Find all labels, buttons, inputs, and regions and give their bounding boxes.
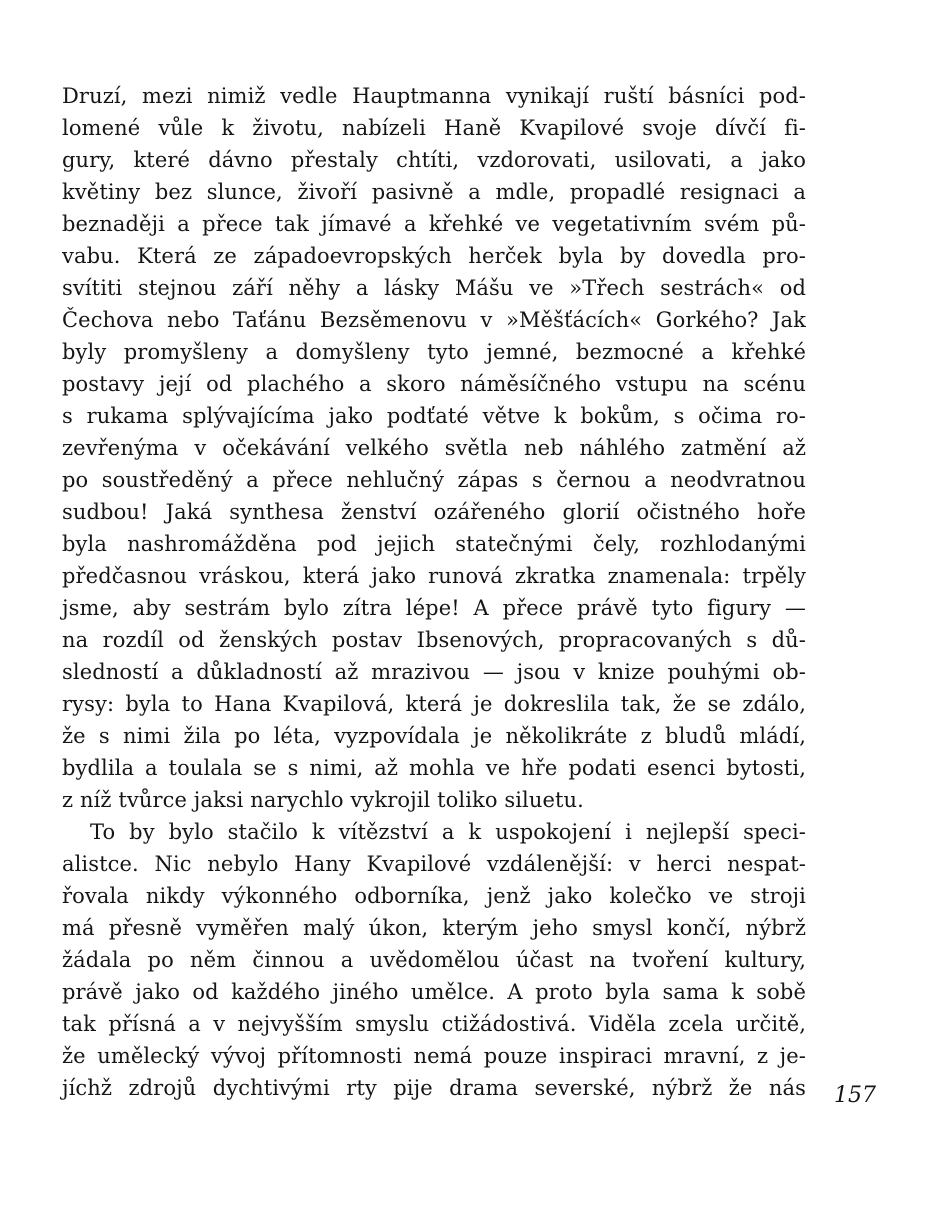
text-line: řovala nikdy výkonného odborníka, jenž jako kolečko ve stroji	[62, 884, 806, 908]
text-line: předčasnou vráskou, která jako runová zkratka znamenala: trpěly	[62, 564, 806, 588]
text-line: Druzí, mezi nimiž vedle Hauptmanna vynikají ruští básníci pod-	[62, 84, 806, 108]
paragraph-2	[62, 816, 806, 1104]
body-text	[62, 80, 806, 1104]
text-line: s rukama splývajícíma jako podťaté větve k bokům, s očima ro-	[62, 404, 806, 428]
text-line: alistce. Nic nebylo Hany Kvapilové vzdálenější: v herci nespat-	[62, 852, 806, 876]
text-line: vabu. Která ze západoevropských herček byla by dovedla pro-	[62, 244, 806, 268]
text-line: žádala po něm činnou a uvědomělou účast na tvoření kultury,	[62, 948, 806, 972]
text-line: květiny bez slunce, živoří pasivně a mdle, propadlé resignaci a	[62, 180, 806, 204]
text-line: To by bylo stačilo k vítězství a k uspokojení i nejlepší speci-	[90, 820, 806, 844]
text-line: sudbou! Jaká synthesa ženství ozářeného glorií očistného hoře	[62, 500, 806, 524]
text-line: má přesně vyměřen malý úkon, kterým jeho smysl končí, nýbrž	[62, 916, 806, 940]
text-line: že s nimi žila po léta, vyzpovídala je několikráte z bludů mládí,	[62, 724, 806, 748]
text-line: bydlila a toulala se s nimi, až mohla ve hře podati esenci bytosti,	[62, 756, 806, 780]
text-line: Čechova nebo Taťánu Bezsěmenovu v »Měšťácích« Gorkého? Jak	[62, 308, 806, 332]
text-line: byla nashromážděna pod jejich statečnými čely, rozhlodanými	[62, 532, 806, 556]
text-line: byly promyšleny a domyšleny tyto jemné, bezmocné a křehké	[62, 340, 806, 364]
text-line: rysy: byla to Hana Kvapilová, která je dokreslila tak, že se zdálo,	[62, 692, 806, 716]
text-line: po soustředěný a přece nehlučný zápas s černou a neodvratnou	[62, 468, 806, 492]
text-line: že umělecký vývoj přítomnosti nemá pouze inspiraci mravní, z je-	[62, 1044, 806, 1068]
text-line: svítiti stejnou září něhy a lásky Mášu ve »Třech sestrách« od	[62, 276, 806, 300]
text-line: zevřenýma v očekávání velkého světla neb náhlého zatmění až	[62, 436, 806, 460]
text-line: sledností a důkladností až mrazivou — jsou v knize pouhými ob-	[62, 660, 806, 684]
text-line: postavy její od plachého a skoro náměsíčného vstupu na scénu	[62, 372, 806, 396]
text-line: na rozdíl od ženských postav Ibsenových, propracovaných s dů-	[62, 628, 806, 652]
page-number: 157	[834, 1083, 876, 1108]
text-line: z níž tvůrce jaksi narychlo vykrojil toliko siluetu.	[62, 788, 584, 812]
text-line: gury, které dávno přestaly chtíti, vzdorovati, usilovati, a jako	[62, 148, 806, 172]
text-line: beznaději a přece tak jímavé a křehké ve vegetativním svém pů-	[62, 212, 806, 236]
text-line: jsme, aby sestrám bylo zítra lépe! A přece právě tyto figury —	[62, 596, 806, 620]
text-line: tak přísná a v nejvyšším smyslu ctižádostivá. Viděla zcela určitě,	[62, 1012, 806, 1036]
paragraph-1	[62, 80, 806, 816]
text-line: jíchž zdrojů dychtivými rty pije drama severské, nýbrž že nás	[62, 1076, 806, 1100]
text-line: právě jako od každého jiného umělce. A proto byla sama k sobě	[62, 980, 806, 1004]
text-line: lomené vůle k životu, nabízeli Haně Kvapilové svoje dívčí fi-	[62, 116, 806, 140]
